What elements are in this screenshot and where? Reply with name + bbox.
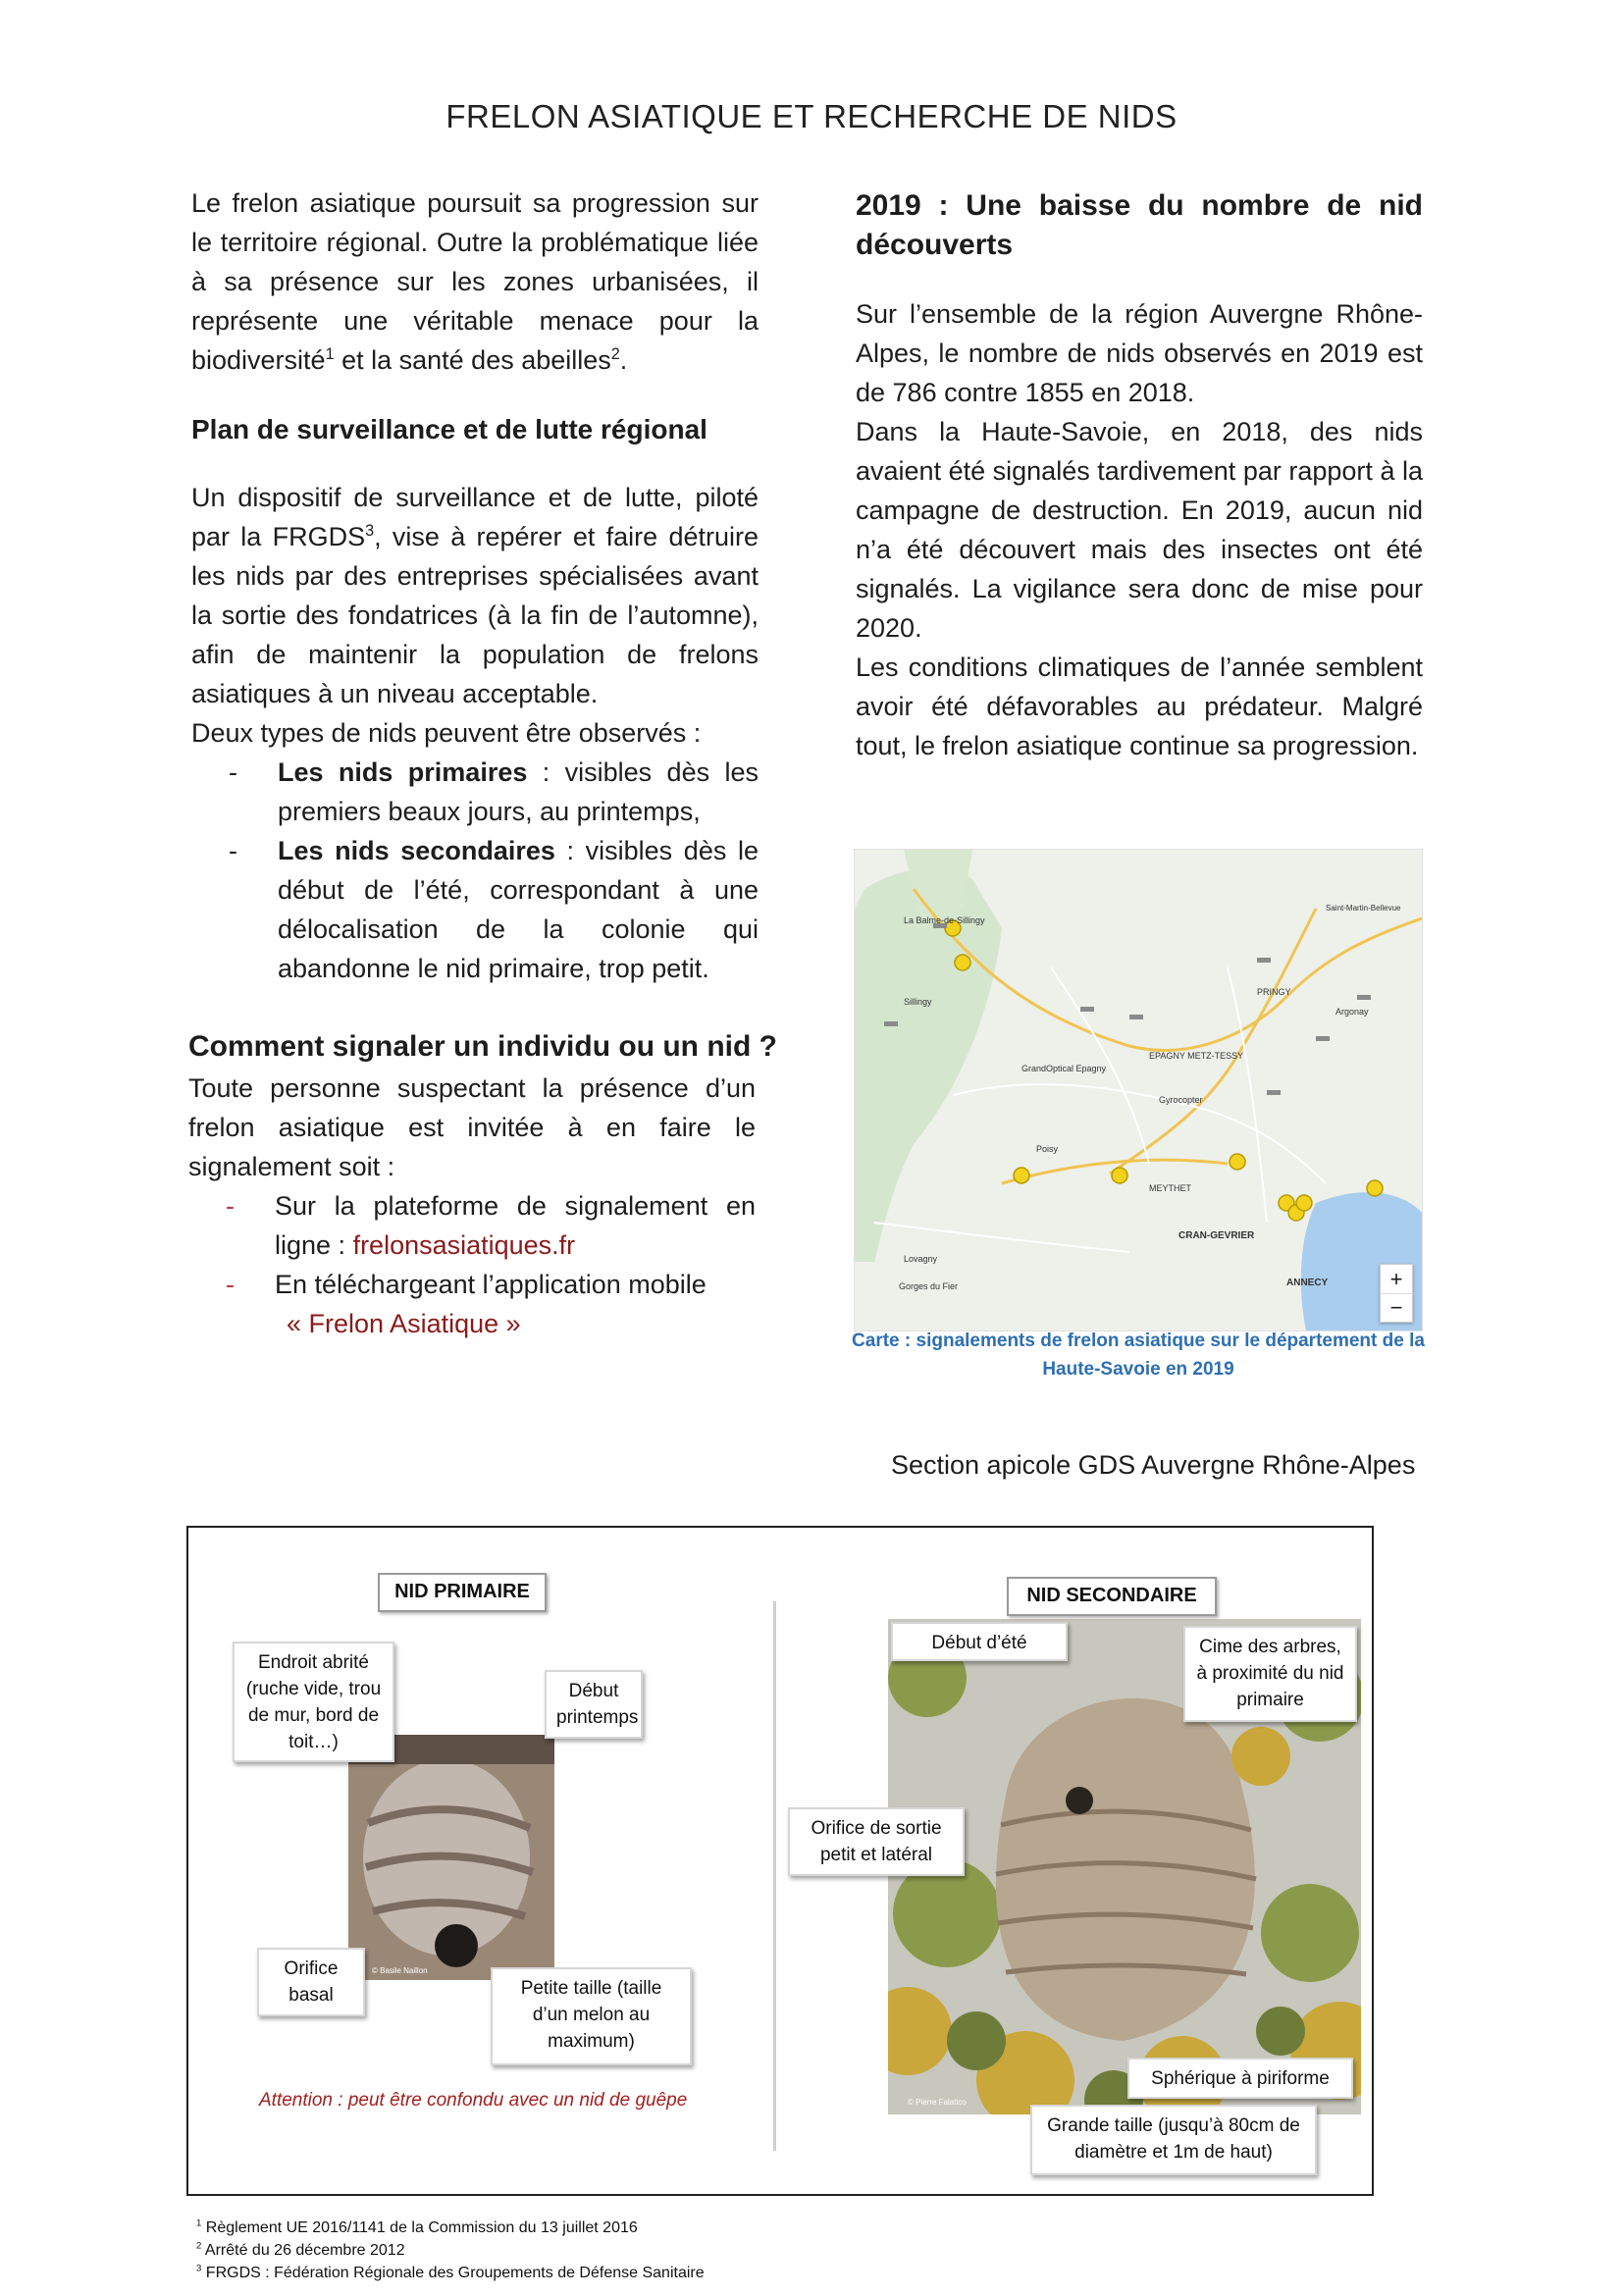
type-desc: : visibles dès le début de l’été, correspondant à une délocalisation de la colonie qui abandonne le nid primaire, trop petit. xyxy=(278,836,759,983)
plan-paragraph xyxy=(191,478,759,713)
plan-text: , vise à repérer et faire détruire les nids par des entreprises spécialisées avant la sortie des fondatrices (à la fin de l’automne), afin de maintenir la population de frelons asiatiques à un niveau acceptable. xyxy=(191,522,759,708)
right-heading: 2019 : Une baisse du nombre de nid découverts xyxy=(856,189,1423,261)
photo-credit: © Pierre Falatico xyxy=(908,2098,967,2107)
types-intro: Deux types de nids peuvent être observés : xyxy=(191,718,702,748)
map-label: La Balme-de-Sillingy xyxy=(904,915,985,925)
map-label: EPAGNY METZ-TESSY xyxy=(1149,1051,1244,1061)
label-basal-orifice: Orifice basal xyxy=(257,1948,365,2016)
map-label: PRINGY xyxy=(1257,987,1291,997)
map-label: Gyrocopter xyxy=(1159,1095,1203,1105)
label-shape: Sphérique à piriforme xyxy=(1127,2058,1353,2099)
right-paragraph: Les conditions climatiques de l’année semblent avoir été défavorables au prédateur. Malgré tout, le frelon asiatique continue sa progression. xyxy=(856,652,1423,760)
footnote xyxy=(196,2242,405,2260)
plan-heading: Plan de surveillance et de lutte régional xyxy=(191,414,707,444)
map-label: Argonay xyxy=(1335,1007,1369,1017)
footnote-text: FRGDS : Fédération Régionale des Groupements de Défense Sanitaire xyxy=(201,2265,705,2281)
primary-nest-header: NID PRIMAIRE xyxy=(378,1573,547,1612)
nest-types-list xyxy=(191,753,759,988)
map-zoom-controls xyxy=(1380,1264,1413,1323)
footnote-text: Règlement UE 2016/1141 de la Commission du 13 juillet 2016 xyxy=(201,2219,638,2236)
report-section xyxy=(188,1069,756,1343)
footnote-text: Arrêté du 26 décembre 2012 xyxy=(201,2242,405,2259)
intro-paragraph xyxy=(191,183,759,380)
intro-text: Le frelon asiatique poursuit sa progression sur le territoire régional. Outre la problématique liée à sa présence sur les zones urbanisées, il représente une véritable menace pour la biodiversité xyxy=(191,188,759,375)
report-text: Toute personne suspectant la présence d’un frelon asiatique est invitée à en faire le signalement soit : xyxy=(188,1073,756,1181)
type-name: Les nids secondaires xyxy=(278,836,555,865)
primary-nest-illustration xyxy=(348,1735,554,1980)
zoom-in-button[interactable]: + xyxy=(1381,1265,1412,1294)
footnote-ref: 1 xyxy=(325,345,335,363)
footnote-ref: 2 xyxy=(610,345,620,363)
map-label: Lovagny xyxy=(904,1254,938,1264)
list-item xyxy=(188,1186,756,1265)
website-link[interactable]: frelonsasiatiques.fr xyxy=(352,1230,576,1260)
type-desc: : visibles dès les premiers beaux jours, au printemps, xyxy=(278,757,759,826)
plan-section xyxy=(191,478,759,988)
footnote-number: 1 xyxy=(196,2218,202,2229)
warning-note: Attention : peut être confondu avec un nid de guêpe xyxy=(259,2090,688,2111)
footnote-ref: 3 xyxy=(365,522,375,540)
label-small-size: Petite taille (taille d’un melon au maximum) xyxy=(491,1967,692,2065)
left-column xyxy=(191,183,759,380)
photo-credit: © Basile Naillon xyxy=(372,1966,428,1975)
map-label: ANNECY xyxy=(1286,1278,1329,1288)
list-item xyxy=(191,753,759,831)
app-name: « Frelon Asiatique » xyxy=(287,1309,521,1338)
primary-nest-photo xyxy=(348,1735,554,1980)
label-summer: Début d’été xyxy=(891,1622,1068,1661)
report-list xyxy=(188,1186,756,1343)
footnote-number: 3 xyxy=(196,2263,202,2274)
zoom-out-button[interactable]: − xyxy=(1389,1295,1403,1320)
type-name: Les nids primaires xyxy=(278,757,528,787)
dash-bullet: - xyxy=(229,757,237,787)
right-paragraph: Dans la Haute-Savoie, en 2018, des nids avaient été signalés tardivement par rapport à la campagne de destruction. En 2019, aucun nid n’a été découvert mais des insectes ont été signalés. La vigilance sera donc de mise pour 2020. xyxy=(856,417,1423,643)
map-label: GrandOptical Epagny xyxy=(1021,1064,1107,1073)
map-label: Saint-Martin-Bellevue xyxy=(1326,904,1401,913)
map-label: MEYTHET xyxy=(1149,1183,1192,1193)
report-heading: Comment signaler un individu ou un nid ? xyxy=(188,1030,777,1063)
label-shelter: Endroit abrité (ruche vide, trou de mur, bord de toit…) xyxy=(233,1642,394,1762)
footnote xyxy=(196,2265,705,2282)
dash-bullet: - xyxy=(226,1191,235,1221)
map-caption: Carte : signalements de frelon asiatique sur le département de la Haute-Savoie en 2019 xyxy=(852,1331,1425,1380)
footnote xyxy=(196,2219,638,2237)
footnote-number: 2 xyxy=(196,2240,202,2252)
sightings-map[interactable] xyxy=(854,849,1423,1331)
intro-text: . xyxy=(619,345,628,375)
dash-bullet: - xyxy=(229,836,237,865)
report-item-text: En téléchargeant l’application mobile xyxy=(275,1270,707,1299)
secondary-nest-header: NID SECONDAIRE xyxy=(1007,1577,1217,1616)
label-large-size: Grande taille (jusqu’à 80cm de diamètre et 1m de haut) xyxy=(1030,2105,1317,2175)
figure-divider xyxy=(773,1601,776,2151)
list-item xyxy=(191,831,759,988)
map-label: CRAN-GEVRIER xyxy=(1178,1230,1255,1241)
map-label: Poisy xyxy=(1036,1144,1059,1154)
right-paragraph: Sur l’ensemble de la région Auvergne Rhône-Alpes, le nombre de nids observés en 2019 est de 786 contre 1855 en 2018. xyxy=(856,299,1423,407)
label-spring: Début printemps xyxy=(545,1670,643,1739)
label-side-orifice: Orifice de sortie petit et latéral xyxy=(788,1807,965,1876)
map-label: Gorges du Fier xyxy=(899,1281,959,1291)
dash-bullet: - xyxy=(226,1270,235,1299)
map-label: Sillingy xyxy=(904,997,932,1007)
report-item-text: Sur la plateforme de signalement en ligne : xyxy=(275,1191,756,1260)
plan-text: Un dispositif de surveillance et de lutte, piloté par la FRGDS xyxy=(191,483,759,551)
list-item xyxy=(188,1265,756,1343)
page-title: FRELON ASIATIQUE ET RECHERCHE DE NIDS xyxy=(445,98,1178,134)
intro-text: et la santé des abeilles xyxy=(334,345,611,375)
right-section xyxy=(856,294,1423,765)
signature: Section apicole GDS Auvergne Rhône-Alpes xyxy=(891,1450,1416,1480)
label-treetop: Cime des arbres, à proximité du nid primaire xyxy=(1183,1626,1357,1722)
